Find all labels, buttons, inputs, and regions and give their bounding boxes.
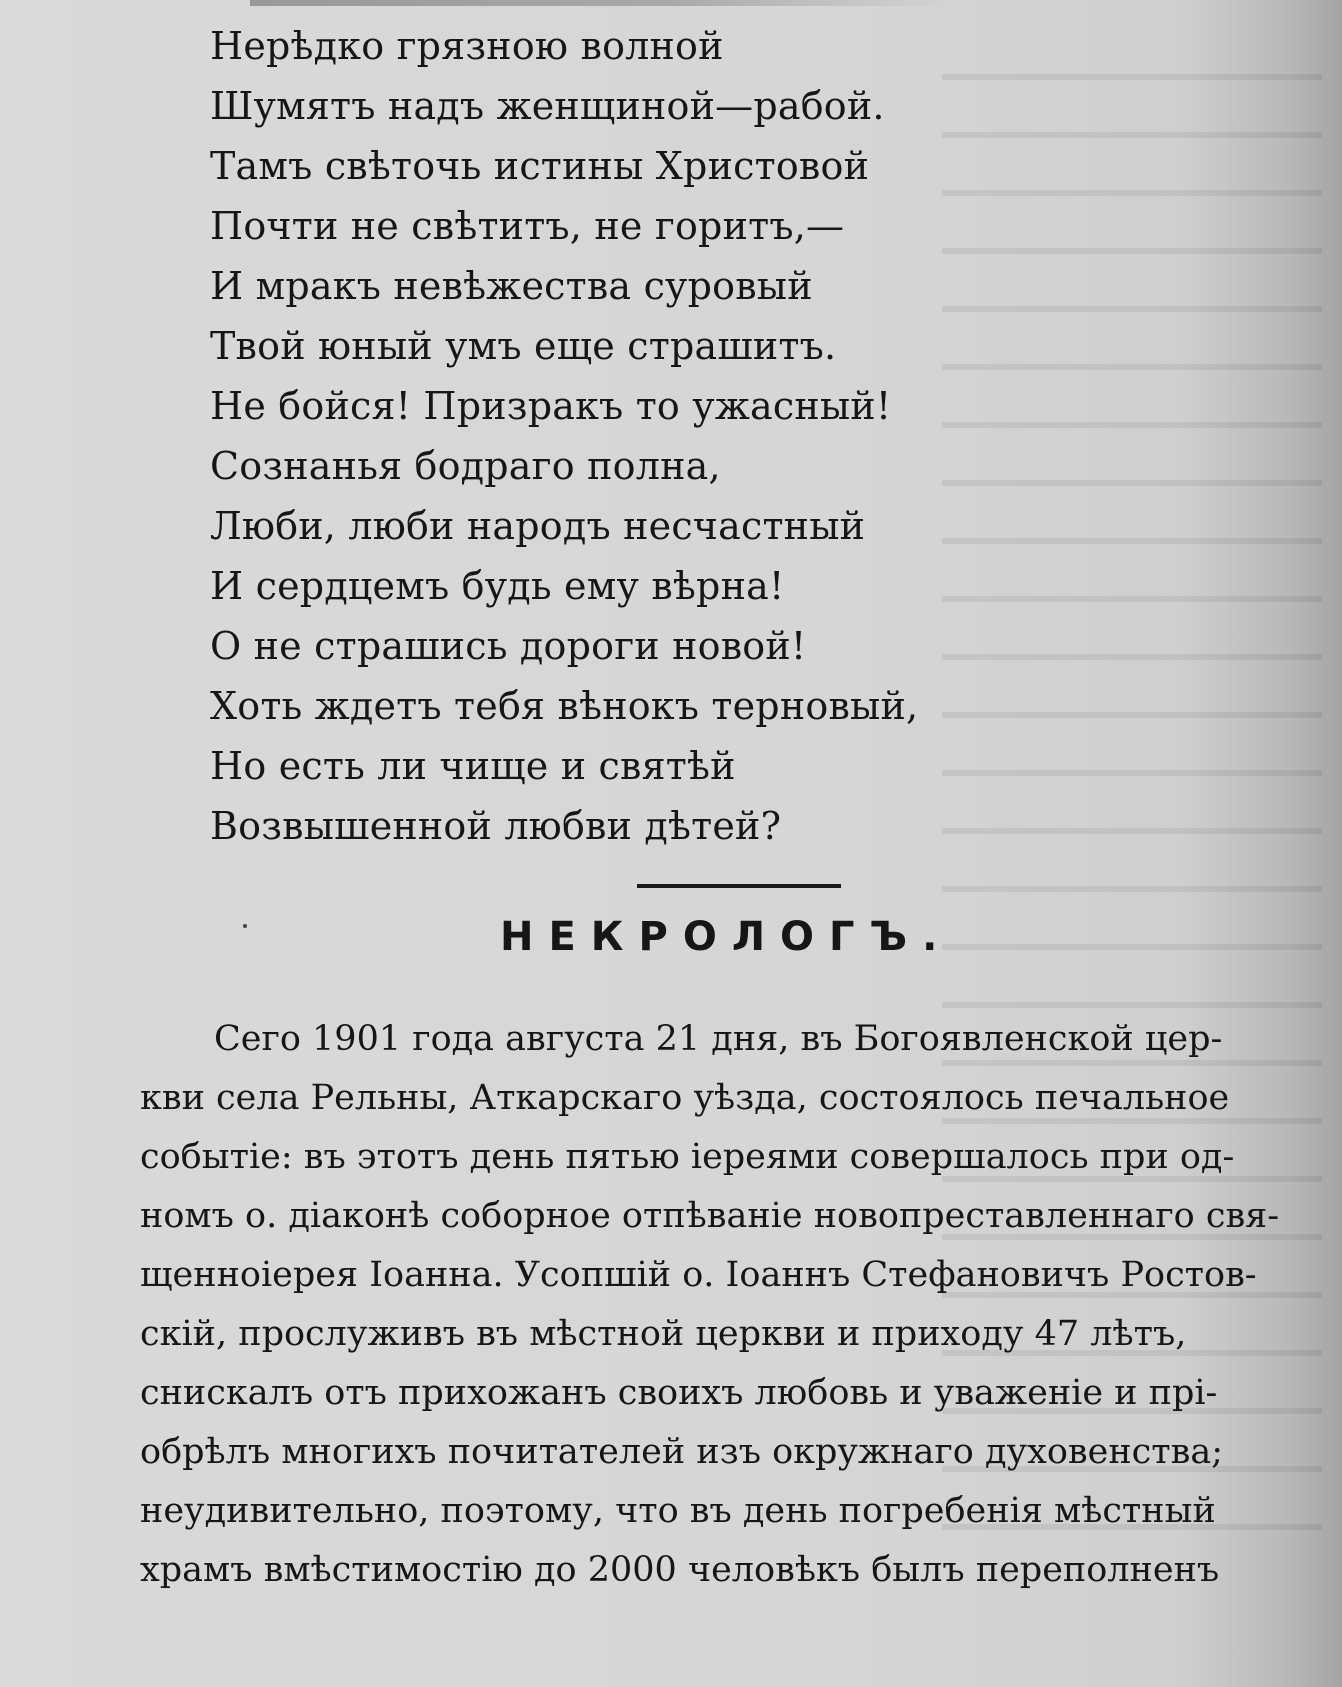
body-line: щенноіерея Іоанна. Усопшій о. Іоаннъ Стефановичъ Ростов- — [140, 1255, 1257, 1295]
poem — [210, 16, 1110, 856]
body-line: Сего 1901 года августа 21 дня, въ Богоявленской цер- — [214, 1019, 1223, 1059]
poem-line: Тамъ свѣточь истины Христовой — [210, 144, 870, 188]
body-line: кви села Рельны, Аткарскаго уѣзда, состоялось печальное — [140, 1078, 1230, 1118]
poem-line: Твой юный умъ еще страшитъ. — [210, 324, 837, 368]
poem-line: Люби, люби народъ несчастный — [210, 504, 866, 548]
poem-line: Но есть ли чище и святѣй — [210, 744, 736, 788]
poem-line: Хоть ждетъ тебя вѣнокъ терновый, — [210, 684, 919, 728]
body-line: скій, прослуживъ въ мѣстной церкви и приходу 47 лѣтъ, — [140, 1314, 1187, 1354]
cropped-previous-line — [250, 0, 950, 6]
poem-line: Возвышенной любви дѣтей? — [210, 804, 782, 848]
poem-line: Нерѣдко грязною волной — [210, 24, 724, 68]
section-heading: НЕКРОЛОГЪ. — [500, 914, 953, 960]
print-speck — [243, 924, 247, 928]
obituary-text — [140, 1010, 1340, 1600]
poem-line: Почти не свѣтитъ, не горитъ,— — [210, 204, 845, 248]
body-line: снискалъ отъ прихожанъ своихъ любовь и уваженіе и прі- — [140, 1373, 1218, 1413]
poem-line: Не бойся! Призракъ то ужасный! — [210, 384, 892, 428]
poem-line: Сознанья бодраго полна, — [210, 444, 721, 488]
body-line: обрѣлъ многихъ почитателей изъ окружнаго духовенства; — [140, 1432, 1223, 1472]
body-line: событіе: въ этотъ день пятью іереями совершалось при од- — [140, 1137, 1235, 1177]
body-line: храмъ вмѣстимостію до 2000 человѣкъ былъ переполненъ — [140, 1550, 1220, 1590]
poem-line: О не страшись дороги новой! — [210, 624, 807, 668]
poem-line: И сердцемъ будь ему вѣрна! — [210, 564, 785, 608]
section-divider — [637, 884, 841, 888]
body-line: номъ о. діаконѣ соборное отпѣваніе новопреставленнаго свя- — [140, 1196, 1280, 1236]
poem-line: Шумятъ надъ женщиной—рабой. — [210, 84, 885, 128]
body-line: неудивительно, поэтому, что въ день погребенія мѣстный — [140, 1491, 1216, 1531]
poem-line: И мракъ невѣжества суровый — [210, 264, 813, 308]
